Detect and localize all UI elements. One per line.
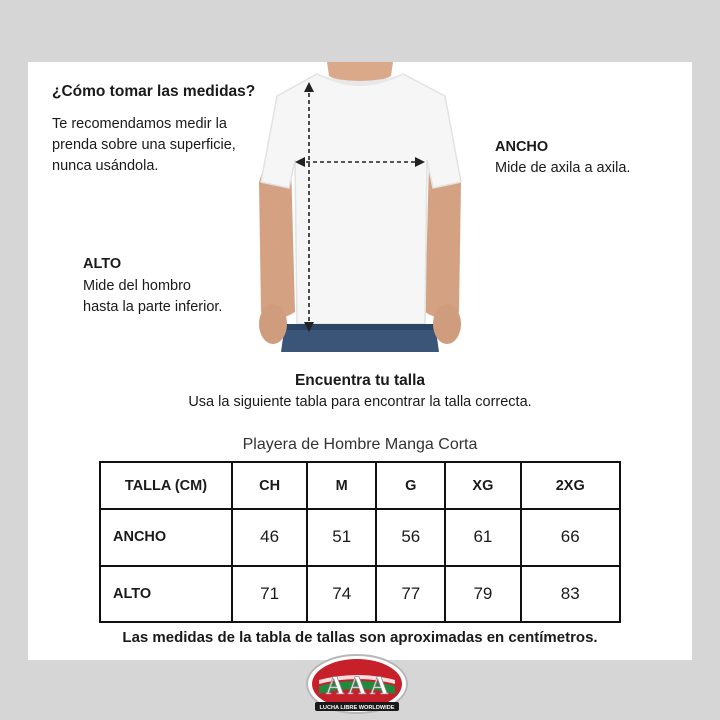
table-cell: 61 xyxy=(445,509,520,565)
ancho-desc: Mide de axila a axila. xyxy=(495,160,631,176)
desc-line: nunca usándola. xyxy=(52,158,159,174)
how-to-measure-title: ¿Cómo tomar las medidas? xyxy=(52,83,256,100)
header-cell: G xyxy=(376,462,445,509)
header-cell: M xyxy=(307,462,376,509)
header-cell: TALLA (CM) xyxy=(100,462,232,509)
how-to-measure-desc xyxy=(52,114,272,177)
table-cell: 77 xyxy=(376,566,445,622)
desc-line: hasta la parte inferior. xyxy=(83,299,223,315)
ancho-title: ANCHO xyxy=(495,139,549,155)
alto-title: ALTO xyxy=(83,256,122,272)
table-row xyxy=(100,566,620,622)
table-cell: 46 xyxy=(232,509,307,565)
table-cell: 83 xyxy=(521,566,621,622)
table-cell: 66 xyxy=(521,509,621,565)
table-row xyxy=(100,509,620,565)
desc-line: Mide del hombro xyxy=(83,278,191,294)
size-table xyxy=(99,461,621,623)
find-size-desc: Usa la siguiente tabla para encontrar la talla correcta. xyxy=(188,394,532,410)
table-header-row xyxy=(100,462,620,509)
table-cell: 56 xyxy=(376,509,445,565)
aaa-logo xyxy=(305,654,409,716)
row-label: ANCHO xyxy=(100,509,232,565)
table-cell: 79 xyxy=(445,566,520,622)
table-title: Playera de Hombre Manga Corta xyxy=(242,436,478,453)
logo-letter: A xyxy=(347,671,367,700)
find-size-title: Encuentra tu talla xyxy=(294,372,426,389)
header-cell: XG xyxy=(445,462,520,509)
header-cell: 2XG xyxy=(521,462,621,509)
row-label: ALTO xyxy=(100,566,232,622)
desc-line: prenda sobre una superficie, xyxy=(52,137,236,153)
logo-tagline: LUCHA LIBRE WORLDWIDE xyxy=(319,705,395,711)
tshirt-model-image xyxy=(255,62,465,352)
desc-line: Te recomendamos medir la xyxy=(52,116,227,132)
measurement-note: Las medidas de la tabla de tallas son aproximadas en centímetros. xyxy=(122,629,598,646)
alto-desc xyxy=(83,276,263,318)
table-cell: 51 xyxy=(307,509,376,565)
table-cell: 71 xyxy=(232,566,307,622)
header-cell: CH xyxy=(232,462,307,509)
table-cell: 74 xyxy=(307,566,376,622)
logo-letter: A xyxy=(369,671,389,700)
logo-letter: A xyxy=(325,671,345,700)
